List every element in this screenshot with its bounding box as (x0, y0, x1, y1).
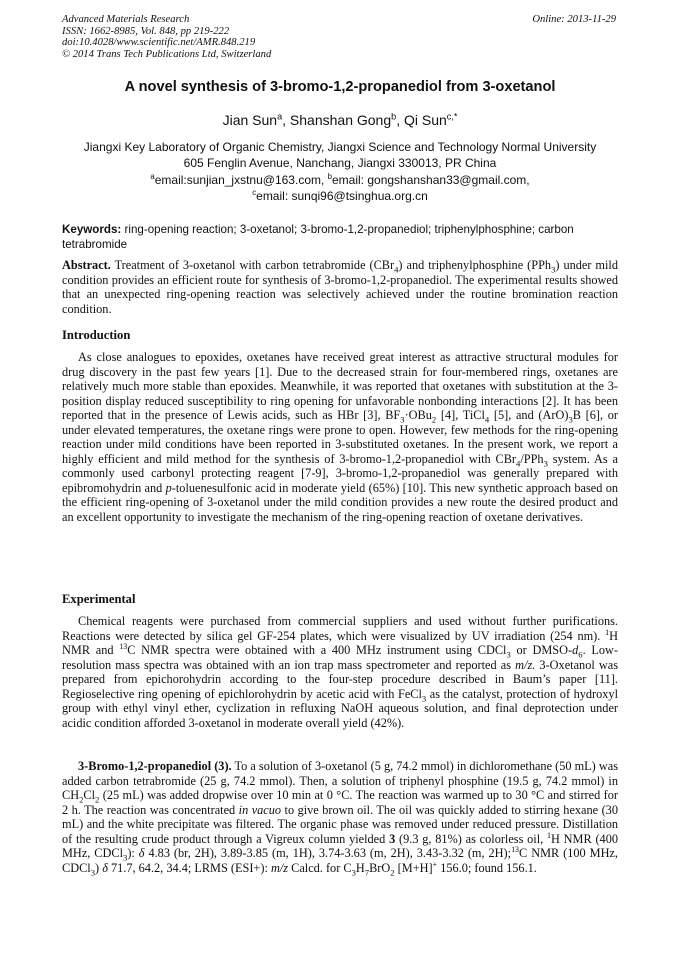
copyright-line: © 2014 Trans Tech Publications Ltd, Switzerland (62, 48, 272, 60)
body-text: 3-Oxetanol was prepared from epichorohydrin according to the four-step procedure described in Baum’s paper [11]. Regioselective ring opening of epichlorohydrin by acetic acid with FeCl (62, 657, 618, 701)
affiliation-line: Jiangxi Key Laboratory of Organic Chemistry, Jiangxi Science and Technology Normal University (83, 140, 597, 154)
subscript: 3 (568, 414, 573, 425)
body-text: ) (95, 860, 103, 875)
subscript: 4 (516, 457, 521, 468)
author-name: Shanshan Gong (289, 112, 392, 128)
email-mark: a (150, 172, 155, 181)
italic-text: p (165, 480, 172, 495)
body-text: -toluenesulfonic acid in moderate yield (65%) [10]. This new synthetic approach based on the efficient ring-opening of 3-oxetanol under the mild condition provides a new route the desired product and an excellent opportunity to investigate the mechanism of the ring-opening reaction of oxetane derivatives. (62, 480, 618, 524)
superscript: 1 (547, 830, 551, 840)
italic-text: m/z. (515, 657, 536, 672)
body-text: 156.0; found 156.1. (437, 860, 537, 875)
subscript: 6 (578, 649, 583, 660)
body-text: C NMR spectra were obtained with a 400 MHz instrument using CDCl (127, 643, 507, 657)
author-list (40, 112, 640, 128)
author-mark: b (391, 111, 397, 122)
author-name: Jian Sun (222, 112, 278, 128)
journal-name: Advanced Materials Research (62, 14, 190, 25)
subscript: 3 (543, 457, 548, 468)
email-link[interactable]: email: sunqi96@tsinghua.org.cn (256, 189, 428, 203)
compound-label: 3-Bromo-1,2-propanediol (3). (78, 759, 232, 773)
body-text: To a solution of 3-oxetanol (5 g, 74.2 mmol) in dichloromethane (50 mL) was added carbon tetrabromide (25 g, 74.2 mmol). Then, a solution of triphenyl phosphine (19.5 g, 74.2 mmol) in CH (62, 759, 618, 802)
body-text: ): (127, 846, 139, 860)
abstract-text: ) and triphenylphosphine (PPh (398, 258, 552, 272)
subscript: 3 (351, 866, 356, 877)
body-text: B [6], or under elevated temperatures, the oxetane rings were prone to open. However, few methods for the ring-opening reaction under mild conditions have been reported in 3-substituted oxetanes. In the present work, we report a highly efficient and mild method for the synthesis of 3-bromo-1,2-propanediol with CBr (62, 408, 618, 466)
body-text: [4], TiCl (436, 408, 485, 422)
author-separator: , (282, 112, 290, 128)
subscript: 3 (506, 649, 511, 660)
italic-text: d (572, 643, 579, 657)
subscript: 2 (390, 866, 395, 877)
italic-text: δ (102, 860, 108, 875)
affiliation (40, 139, 640, 171)
body-text: 4.83 (br, 2H), 3.89-3.85 (m, 1H), 3.74-3.63 (m, 2H), 3.43-3.32 (m, 2H); (144, 846, 512, 860)
author-name: Qi Sun (403, 112, 447, 128)
body-text: Calcd. for C (288, 860, 352, 875)
superscript: 13 (119, 641, 128, 651)
online-date: Online: 2013-11-29 (532, 14, 616, 25)
subscript: 2 (79, 794, 84, 805)
introduction-paragraph (62, 350, 618, 524)
body-text: H (355, 860, 365, 875)
body-text: Cl (83, 788, 96, 802)
abstract (62, 258, 618, 316)
keywords (62, 222, 618, 252)
author-emails (40, 172, 640, 204)
superscript: 1 (605, 627, 610, 637)
email-link[interactable]: email:sunjian_jxstnu@163.com, (154, 173, 328, 187)
body-text: As close analogues to epoxides, oxetanes have received great interest as attractive structural modules for drug discovery in the past few years [1]. Due to the decreased strain for four-membered rings, oxetanes are relatively much more stable than epoxides. Meanwhile, it was reported that oxetanes with substitution at the 3-position display reduced susceptibility to ring opening for unfavorable nonbonding interactions [2]. It has been reported that in the presence of Lewis acids, such as HBr [3], BF (62, 350, 618, 422)
paper-title: A novel synthesis of 3-bromo-1,2-propanediol from 3-oxetanol (124, 79, 556, 95)
author-separator: , (396, 112, 404, 128)
email-mark: b (327, 172, 332, 181)
italic-text: m/z (270, 860, 289, 875)
email-link[interactable]: email: gongshanshan33@gmail.com, (332, 173, 530, 187)
subscript: 7 (364, 866, 370, 877)
subscript: 3 (421, 692, 427, 703)
body-text: H NMR (400 MHz, CDCl (62, 831, 618, 860)
subscript: 4 (394, 264, 399, 275)
abstract-label: Abstract. (62, 258, 111, 272)
body-text: Chemical reagents were purchased from commercial suppliers and used without further purifications. Reactions were detected by silica gel GF-254 plates, which were visualized by UV irradiation (254 nm). (62, 614, 618, 643)
body-text: H NMR and (62, 628, 618, 657)
body-text: system. As a commonly used carbonyl protecting reagent [7-9], 3-bromo-1,2-propanediol was generally prepared with epibromohydrin and (62, 451, 618, 495)
section-heading-experimental: Experimental (62, 592, 136, 606)
body-text: as the catalyst, protection of hydroxyl group with ethyl vinyl ether, cyclization in refluxing NaOH aqueous solution, and final deprotection under acidic condition afforded 3-oxetanol in moderate overall yield (42%). (62, 686, 618, 730)
body-text: 71.7, 64.2, 34.4; LRMS (ESI+): (107, 860, 271, 875)
italic-text: δ (138, 846, 145, 860)
journal-header (62, 14, 616, 60)
experimental-paragraph-1 (62, 614, 618, 730)
body-text: [5], and (ArO) (489, 408, 569, 422)
body-text: . Low-resolution mass spectra was obtained with an ion trap mass spectrometer and reported as (62, 643, 618, 672)
keywords-label: Keywords: (62, 223, 122, 236)
superscript: 13 (511, 844, 520, 854)
italic-text: in vacuo (238, 802, 282, 817)
subscript: 3 (551, 264, 556, 275)
subscript: 3 (400, 414, 405, 425)
abstract-text: ) under mild condition provides an efficient route for synthesis of 3-bromo-1,2-propanediol. The experimental results showed that an unexpected ring-opening reaction was selectively achieved under the routine bromination reaction condition. (62, 258, 618, 316)
subscript: 3 (90, 866, 96, 877)
keywords-text: ring-opening reaction; 3-oxetanol; 3-bromo-1,2-propanediol; triphenylphosphine; carbon tetrabromide (62, 223, 574, 251)
section-heading-introduction: Introduction (62, 328, 131, 342)
experimental-paragraph-2 (62, 759, 618, 875)
body-text: ·OBu (404, 408, 432, 422)
issn-line: ISSN: 1662-8985, Vol. 848, pp 219-222 (62, 25, 230, 37)
body-text: C NMR (100 MHz, CDCl (62, 846, 618, 875)
email-mark: c (252, 188, 257, 197)
body-text: /PPh (520, 451, 544, 466)
subscript: 2 (95, 794, 100, 805)
body-text: to give brown oil. The oil was quickly added to stirring hexane (30 mL) and the white precipitate was filtered. The organic phase was removed under reduced pressure. Distillation of the resulting crude product through a Vigreux column yielded (62, 802, 618, 846)
body-text: (9.3 g, 81%) as colorless oil, (395, 831, 547, 846)
body-text: or DMSO- (510, 643, 573, 657)
body-text: [M+H] (394, 860, 433, 875)
compound-number: 3 (389, 831, 396, 846)
author-mark: c,* (446, 111, 458, 122)
superscript: + (432, 859, 438, 869)
subscript: 2 (431, 414, 437, 425)
abstract-text: Treatment of 3-oxetanol with carbon tetrabromide (CBr (110, 258, 395, 272)
body-text: (25 mL) was added dropwise over 10 min at 0 °C. The reaction was warmed up to 30 °C and stirred for 2 h. The reaction was concentrated (62, 788, 618, 817)
body-text: BrO (369, 860, 391, 875)
subscript: 3 (123, 852, 128, 863)
affiliation-line: 605 Fenglin Avenue, Nanchang, Jiangxi 330013, PR China (183, 156, 497, 170)
subscript: 4 (484, 414, 490, 425)
author-mark: a (277, 111, 283, 122)
doi-line: doi:10.4028/www.scientific.net/AMR.848.219 (62, 37, 256, 49)
